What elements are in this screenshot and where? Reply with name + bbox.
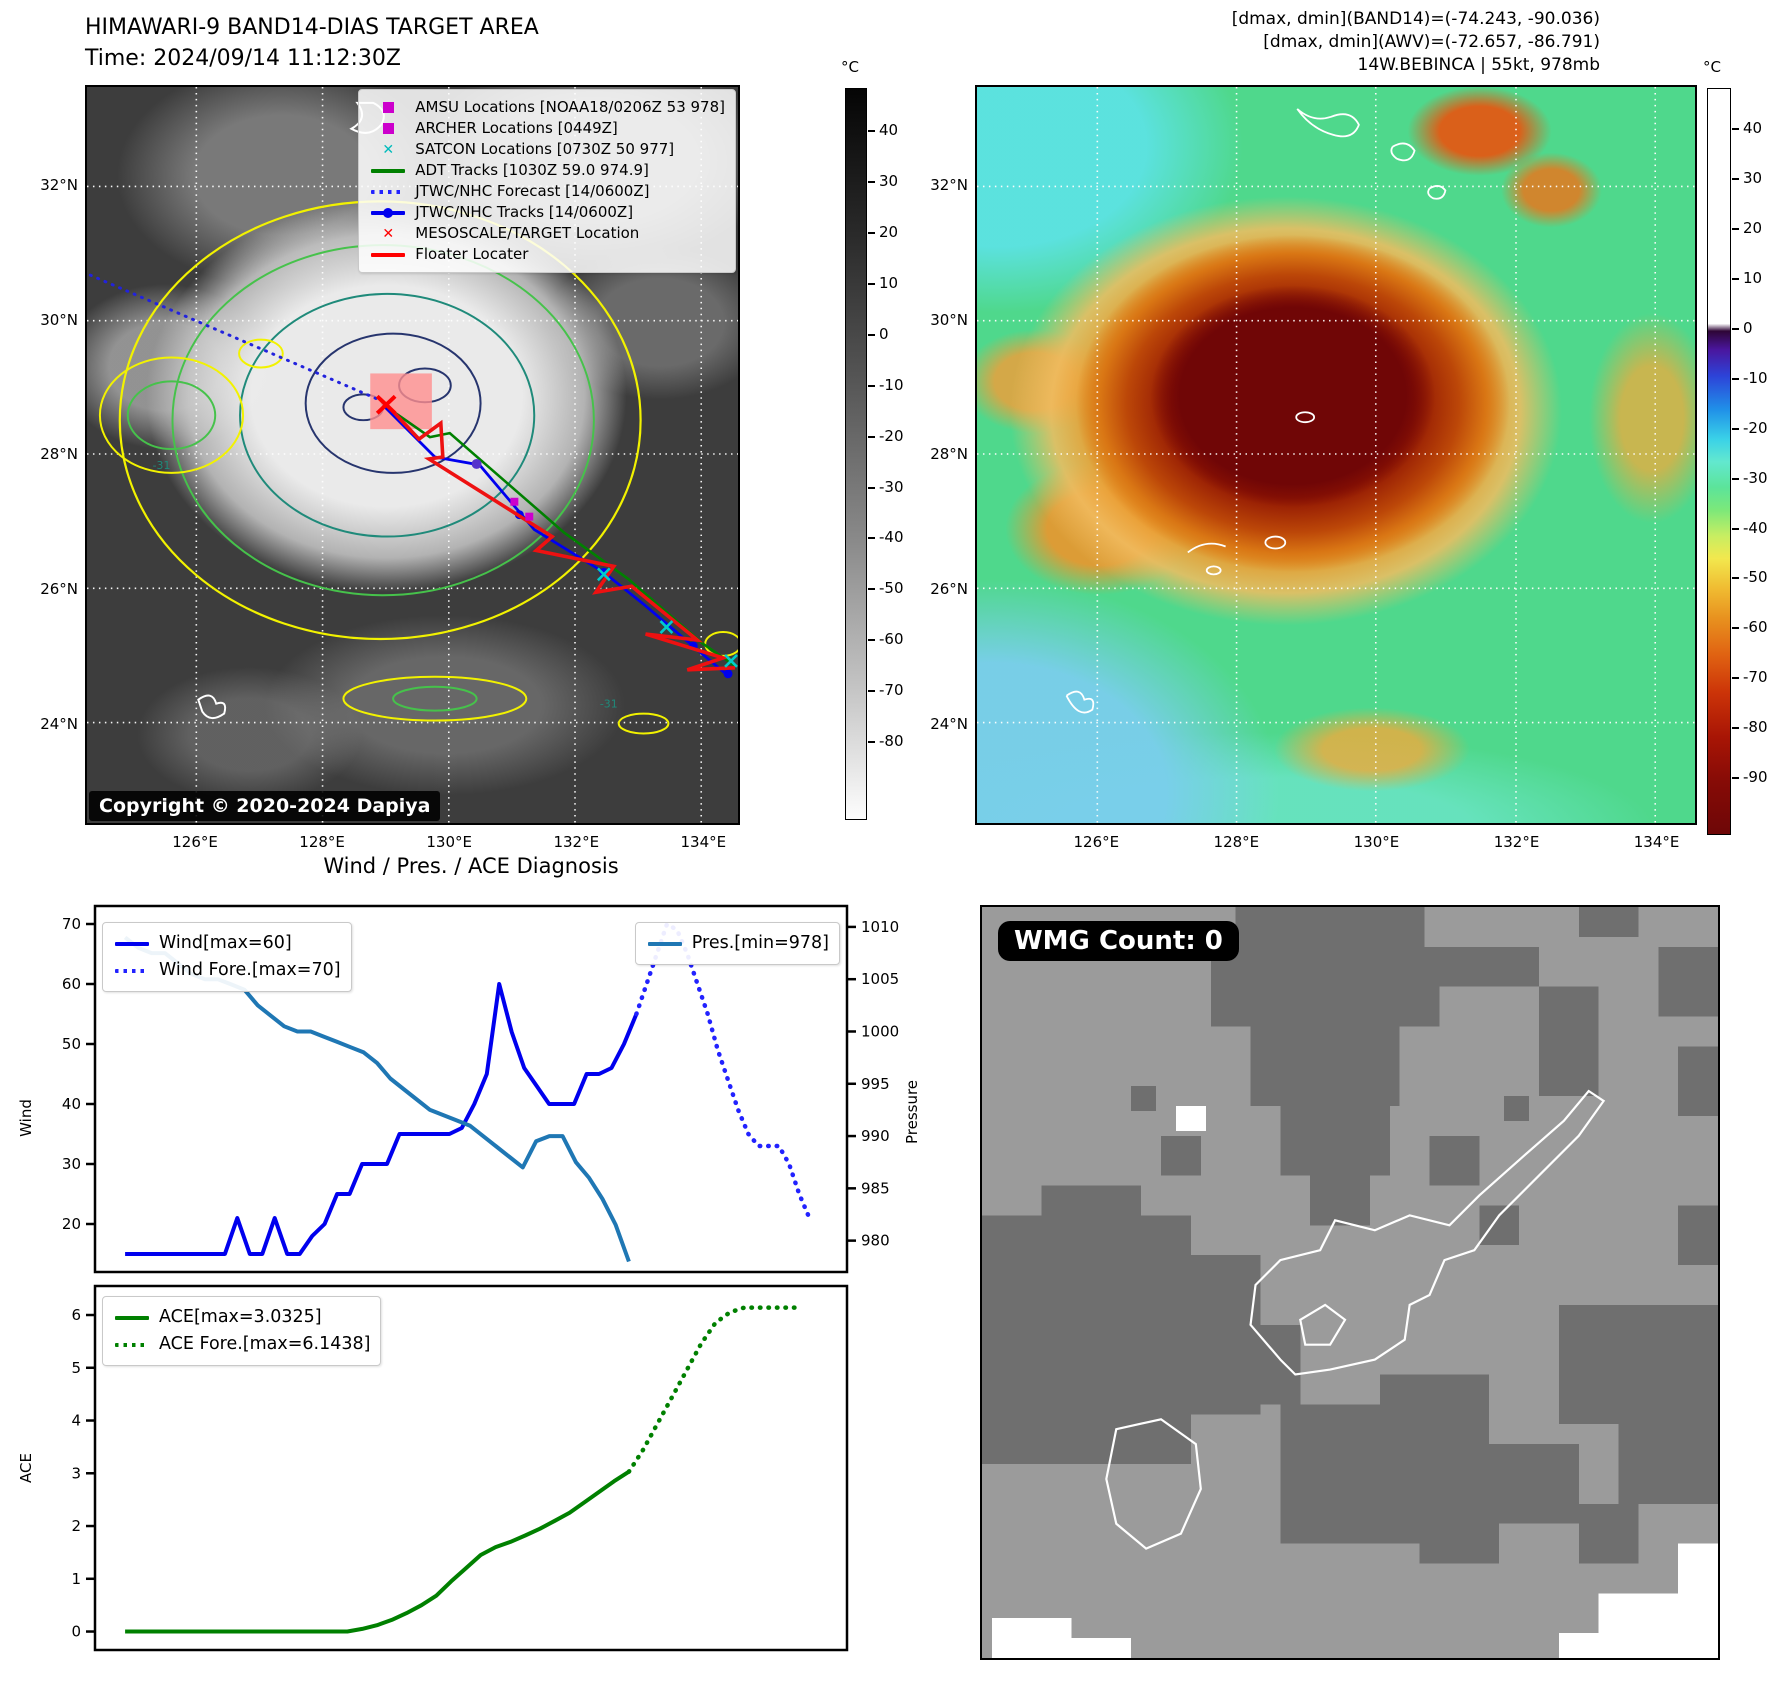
x-marker-icon: ✕ (382, 141, 395, 158)
tick-label: -10 (879, 375, 904, 394)
tick-label: -80 (1743, 718, 1768, 737)
wmg-map-panel (980, 905, 1720, 1660)
svg-text:4: 4 (71, 1411, 81, 1430)
tick-label: 24°N (40, 714, 78, 733)
tick-label: -40 (879, 528, 904, 547)
svg-text:2: 2 (71, 1517, 81, 1536)
pressure-legend (635, 922, 840, 965)
tick-label: -50 (879, 579, 904, 598)
tick-label: 128°E (1213, 833, 1260, 851)
square-marker-icon (369, 102, 407, 113)
jtwc-forecast-track (87, 272, 387, 403)
tick-label: 32°N (40, 175, 78, 194)
tr-colorbar-unit: °C (1703, 58, 1721, 76)
series-wind-fore-max-70- (636, 924, 809, 1218)
tr-colorbar-ticks (1743, 88, 1787, 835)
tick-label: 126°E (172, 833, 218, 851)
tick-label: 40 (879, 121, 899, 140)
legend-label: AMSU Locations [NOAA18/0206Z 53 978] (415, 98, 725, 116)
dotted-marker-icon (113, 1343, 151, 1347)
svg-text:985: 985 (861, 1179, 890, 1198)
svg-text:40: 40 (61, 1095, 81, 1113)
tick-label: 30°N (930, 310, 968, 329)
line-marker-icon (646, 942, 684, 946)
tr-lon-axis (975, 833, 1697, 853)
tl-colorbar (845, 88, 867, 820)
tick-label: 20 (879, 223, 899, 242)
legend-item (113, 1304, 370, 1331)
x-marker-icon: ✕ (382, 225, 395, 242)
diagnosis-chart-title: Wind / Pres. / ACE Diagnosis (323, 854, 619, 878)
legend-item (369, 160, 725, 181)
legend-label: JTWC/NHC Tracks [14/0600Z] (415, 203, 634, 221)
legend-label: Floater Locater (415, 245, 529, 263)
svg-text:1000: 1000 (861, 1022, 900, 1041)
tick-label: -70 (1743, 668, 1768, 687)
legend-label: Wind Fore.[max=70] (159, 960, 341, 980)
tick-label: 134°E (1633, 833, 1680, 851)
contour-label: -31 (599, 697, 618, 711)
legend-item (369, 118, 725, 139)
legend-item (646, 930, 829, 957)
tick-label: 0 (879, 324, 889, 343)
svg-text:990: 990 (861, 1127, 890, 1146)
map-legend (358, 89, 736, 273)
tick-label: -20 (1743, 418, 1768, 437)
ace-axis-label: ACE (17, 1453, 35, 1483)
tick-label: 132°E (553, 833, 600, 851)
tick-label: -60 (1743, 618, 1768, 637)
tick-label: 30 (879, 172, 899, 191)
tick-label: 132°E (1493, 833, 1540, 851)
tick-label: 28°N (40, 445, 78, 464)
legend-label: ARCHER Locations [0449Z] (415, 119, 618, 137)
svg-text:6: 6 (71, 1306, 81, 1325)
legend-label: Pres.[min=978] (691, 933, 829, 953)
panel-tl-title-block (85, 12, 539, 74)
legend-label: ADT Tracks [1030Z 59.0 974.9] (415, 161, 649, 179)
tick-label: 128°E (299, 833, 345, 851)
legend-label: MESOSCALE/TARGET Location (415, 224, 640, 242)
tick-label: 134°E (680, 833, 727, 851)
series-wind-max-60- (125, 984, 636, 1254)
tick-label: -60 (879, 630, 904, 649)
band14-satellite-map (85, 85, 740, 825)
wind-axis-label: Wind (17, 1099, 35, 1137)
tick-label: -40 (1743, 518, 1768, 537)
tick-label: -30 (1743, 468, 1768, 487)
series-ace-max-3-0325- (125, 1472, 629, 1632)
svg-text:50: 50 (61, 1035, 81, 1053)
tick-label: 10 (1743, 269, 1763, 288)
timestamp: Time: 2024/09/14 11:12:30Z (85, 46, 401, 71)
ir-contours (100, 201, 738, 733)
legend-item (369, 223, 725, 244)
tick-label: 26°N (930, 579, 968, 598)
svg-text:5: 5 (71, 1358, 81, 1377)
wmg-map (982, 907, 1718, 1658)
svg-text:60: 60 (61, 975, 81, 993)
legend-item (113, 1331, 370, 1358)
tick-label: -20 (879, 426, 904, 445)
tick-label: 26°N (40, 579, 78, 598)
line-marker-icon (369, 253, 407, 257)
tick-label: -10 (1743, 368, 1768, 387)
ir-color-overlay (977, 87, 1695, 823)
legend-item (369, 181, 725, 202)
series-ace-fore-max-6-1438- (629, 1308, 802, 1472)
tick-label: 32°N (930, 175, 968, 194)
ace-legend (102, 1296, 381, 1366)
legend-label: ACE[max=3.0325] (159, 1307, 322, 1327)
tick-label: -50 (1743, 568, 1768, 587)
line-marker-icon (369, 169, 407, 173)
tick-label: 130°E (1353, 833, 1400, 851)
tick-label: 130°E (426, 833, 472, 851)
tl-colorbar-unit: °C (841, 58, 859, 76)
svg-text:1005: 1005 (861, 970, 900, 989)
ir-color-satellite-map (975, 85, 1697, 825)
floater-track (387, 405, 735, 670)
jtwc-track (385, 407, 728, 676)
tick-label: 20 (1743, 219, 1763, 238)
svg-text:30: 30 (61, 1155, 81, 1173)
legend-item (369, 202, 725, 223)
square-marker-icon (369, 123, 407, 134)
tick-label: 30 (1743, 169, 1763, 188)
svg-text:995: 995 (861, 1074, 890, 1093)
tr-lat-axis (890, 85, 968, 825)
contour-label: -31 (152, 458, 171, 472)
svg-text:3: 3 (71, 1464, 81, 1483)
dotted-marker-icon (113, 969, 151, 973)
tick-label: 10 (879, 274, 899, 293)
legend-label: SATCON Locations [0730Z 50 977] (415, 140, 675, 158)
tick-label: 0 (1743, 318, 1753, 337)
pressure-axis-label: Pressure (903, 1079, 921, 1145)
storm-id-intensity: 14W.BEBINCA | 55kt, 978mb (1357, 55, 1600, 75)
tick-label: -80 (879, 731, 904, 750)
svg-text:1010: 1010 (861, 917, 900, 936)
legend-item (113, 930, 341, 957)
dmax-dmin-band14: [dmax, dmin](BAND14)=(-74.243, -90.036) (1231, 9, 1600, 29)
svg-text:1: 1 (71, 1569, 81, 1588)
coastline (1067, 109, 1446, 713)
wmg-count-badge: WMG Count: 0 (998, 921, 1239, 961)
tick-label: 30°N (40, 310, 78, 329)
legend-item (369, 97, 725, 118)
svg-text:70: 70 (61, 915, 81, 933)
legend-item (369, 139, 725, 160)
tick-label: -30 (879, 477, 904, 496)
linedot-marker-icon (369, 211, 407, 215)
tr-colorbar (1707, 88, 1731, 835)
dmax-dmin-awv: [dmax, dmin](AWV)=(-72.657, -86.791) (1263, 32, 1600, 52)
legend-item (369, 244, 725, 265)
legend-label: ACE Fore.[max=6.1438] (159, 1334, 371, 1354)
legend-label: Wind[max=60] (159, 933, 292, 953)
tick-label: -70 (879, 681, 904, 700)
legend-label: JTWC/NHC Forecast [14/0600Z] (415, 182, 650, 200)
line-marker-icon (113, 942, 151, 946)
tick-label: 40 (1743, 119, 1763, 138)
tl-lon-axis (85, 833, 740, 853)
wind-legend (102, 922, 352, 992)
storm-info-header (1232, 8, 1600, 77)
legend-item (113, 957, 341, 984)
dotted-marker-icon (369, 190, 407, 194)
tick-label: 28°N (930, 445, 968, 464)
copyright-label: Copyright © 2020-2024 Dapiya (89, 791, 440, 821)
tick-label: 24°N (930, 714, 968, 733)
tick-label: 126°E (1073, 833, 1120, 851)
track-fix-point (472, 459, 482, 469)
svg-text:0: 0 (71, 1622, 81, 1641)
svg-text:980: 980 (861, 1231, 890, 1250)
page-title: HIMAWARI-9 BAND14-DIAS TARGET AREA (85, 15, 539, 40)
tick-label: -90 (1743, 768, 1768, 787)
line-marker-icon (113, 1316, 151, 1320)
svg-text:20: 20 (61, 1215, 81, 1233)
tl-lat-axis (0, 85, 78, 825)
